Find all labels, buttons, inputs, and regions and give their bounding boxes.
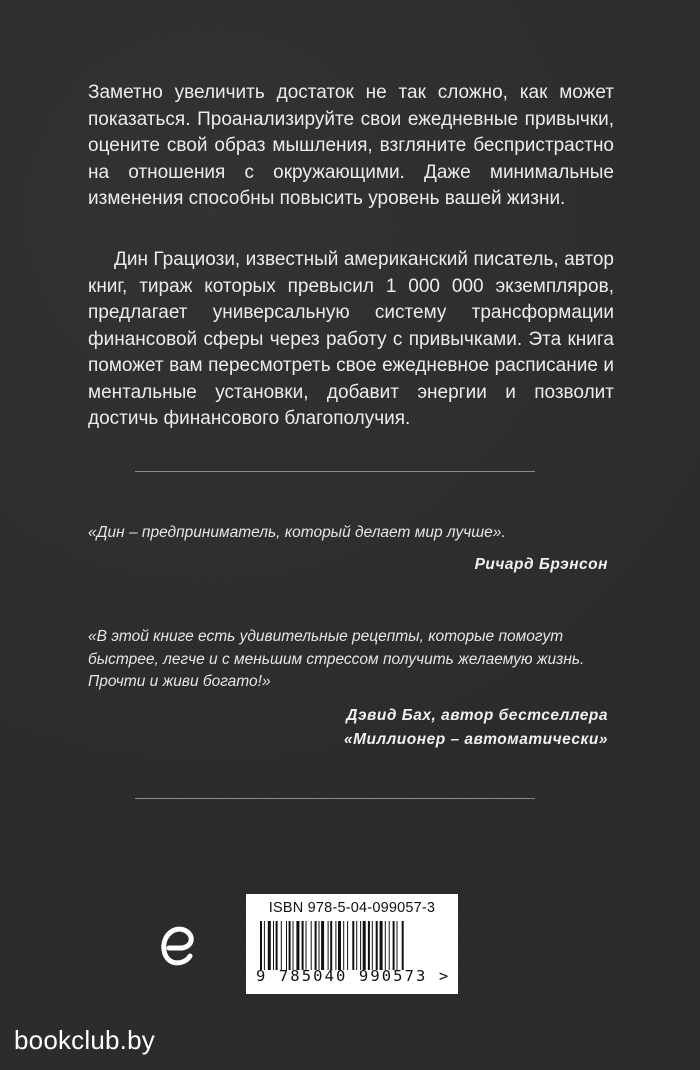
- watermark-text: bookclub.by: [14, 1025, 155, 1055]
- barcode-bar: [296, 921, 299, 970]
- barcode-icon: [260, 921, 446, 970]
- barcode-bar: [306, 921, 307, 970]
- description-paragraph-2: Дин Грациози, известный американский писатель, автор книг, тираж которых превысил 1 000 000 экземпляров, предлагает универсальную систему трансформации финансовой сферы через работу с привычками. Эта книга поможет вам пересмотреть свое ежедневное расписание и ментальные установки, добавит энергии и позволит достичь финансового благополучия.: [88, 249, 614, 429]
- barcode-bar: [360, 921, 361, 970]
- barcode-bar: [286, 921, 287, 970]
- ean-digits: 9 785040 990573 >: [256, 967, 451, 985]
- barcode-bar: [338, 921, 341, 970]
- quote-2-author-line-1: Дэвид Бах, автор бестселлера: [346, 707, 608, 724]
- barcode-bar: [311, 921, 312, 970]
- barcode-bar: [264, 921, 265, 970]
- barcode-bar: [293, 921, 294, 970]
- isbn-label: ISBN 978-5-04-099057-3: [268, 900, 436, 916]
- quote-2-author-line-2: «Миллионер – автоматически»: [344, 731, 608, 748]
- barcode-bar: [380, 921, 383, 970]
- barcode-bar: [330, 921, 332, 970]
- barcode-bar: [343, 921, 344, 970]
- description-paragraph-1: Заметно увеличить достаток не так сложно, как может показаться. Проанализируйте свои ежедневные привычки, оцените свой образ мышления, взгляните беспристрастно на отношения с окружающими. Даже минимальные изменения способны повысить уровень вашей жизни.: [88, 82, 614, 209]
- barcode-bar: [335, 921, 336, 970]
- quote-1-author-line-1: Ричард Брэнсон: [474, 556, 608, 573]
- quote-2-text: «В этой книге есть удивительные рецепты, которые помогут быстрее, легче и с меньшим стрессом получить желаемую жизнь. Прочти и живи богато!»: [88, 628, 585, 690]
- barcode-bar: [368, 921, 370, 970]
- barcode-bar: [352, 921, 354, 970]
- barcode-bar: [356, 921, 357, 970]
- barcode-bar: [347, 921, 348, 970]
- barcode-bar: [268, 921, 271, 970]
- barcode-bar: [397, 921, 398, 970]
- barcode-bar: [389, 921, 390, 970]
- barcode-bar: [393, 921, 395, 970]
- divider-bottom: [135, 798, 535, 799]
- barcode-bar: [319, 921, 320, 970]
- barcode-bar: [276, 921, 278, 970]
- barcode-bar: [273, 921, 274, 970]
- barcode-box: [246, 894, 458, 994]
- barcode-bar: [385, 921, 386, 970]
- quote-1-author: [148, 553, 608, 577]
- quote-1-text: «Дин – предприниматель, который делает мир лучше».: [88, 524, 506, 541]
- quote-2-author: [148, 704, 608, 752]
- barcode-bar: [363, 921, 366, 970]
- barcode-bar: [315, 921, 317, 970]
- barcode-bar: [372, 921, 373, 970]
- barcode-bar: [302, 921, 304, 970]
- barcode-bar: [260, 921, 262, 970]
- barcode-bar: [402, 921, 404, 970]
- divider-top: [135, 471, 535, 472]
- barcode-bar: [289, 921, 291, 970]
- barcode-bar: [376, 921, 378, 970]
- barcode-bar: [281, 921, 282, 970]
- publisher-logo-icon: [160, 916, 196, 970]
- barcode-bar: [321, 921, 324, 970]
- barcode-bar: [328, 921, 329, 970]
